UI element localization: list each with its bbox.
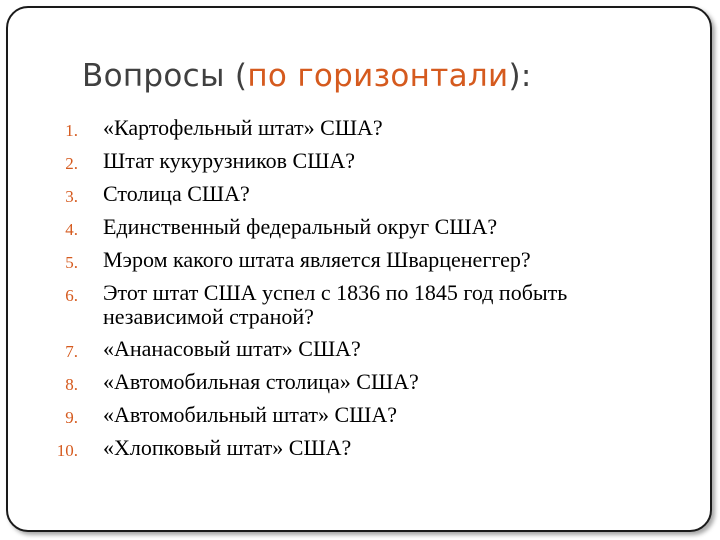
question-item bbox=[0, 432, 700, 465]
question-item bbox=[0, 178, 700, 211]
question-item bbox=[0, 366, 700, 399]
question-text: «Картофельный штат» США? bbox=[103, 115, 383, 140]
question-text: Этот штат США успел с 1836 по 1845 год побыть независимой страной? bbox=[103, 280, 568, 329]
question-item bbox=[0, 399, 700, 432]
question-text: «Автомобильный штат» США? bbox=[103, 402, 398, 427]
question-number: 3. bbox=[65, 187, 78, 206]
question-number: 4. bbox=[65, 220, 78, 239]
question-text: Штат кукурузников США? bbox=[103, 148, 356, 173]
question-text: Столица США? bbox=[103, 181, 250, 206]
title-prefix: Вопросы ( bbox=[82, 58, 248, 94]
question-item bbox=[0, 333, 700, 366]
slide-title bbox=[82, 58, 532, 94]
question-number: 8. bbox=[65, 375, 78, 394]
title-accent: по горизонтали bbox=[247, 58, 509, 94]
title-suffix: ): bbox=[508, 58, 532, 94]
question-text: «Ананасовый штат» США? bbox=[103, 336, 361, 361]
question-text: Мэром какого штата является Шварценеггер? bbox=[103, 247, 531, 272]
question-number: 7. bbox=[65, 342, 78, 361]
questions-list bbox=[0, 112, 700, 465]
question-number: 2. bbox=[65, 154, 78, 173]
question-item bbox=[0, 244, 700, 277]
question-item bbox=[0, 145, 700, 178]
question-text: «Хлопковый штат» США? bbox=[103, 435, 352, 460]
question-number: 10. bbox=[56, 441, 78, 460]
question-number: 6. bbox=[65, 286, 78, 305]
question-text: «Автомобильная столица» США? bbox=[103, 369, 419, 394]
question-number: 1. bbox=[65, 121, 78, 140]
question-item bbox=[0, 112, 700, 145]
question-text: Единственный федеральный округ США? bbox=[103, 214, 498, 239]
question-number: 5. bbox=[65, 253, 78, 272]
question-item bbox=[0, 211, 700, 244]
question-item bbox=[0, 277, 700, 333]
question-number: 9. bbox=[65, 408, 78, 427]
